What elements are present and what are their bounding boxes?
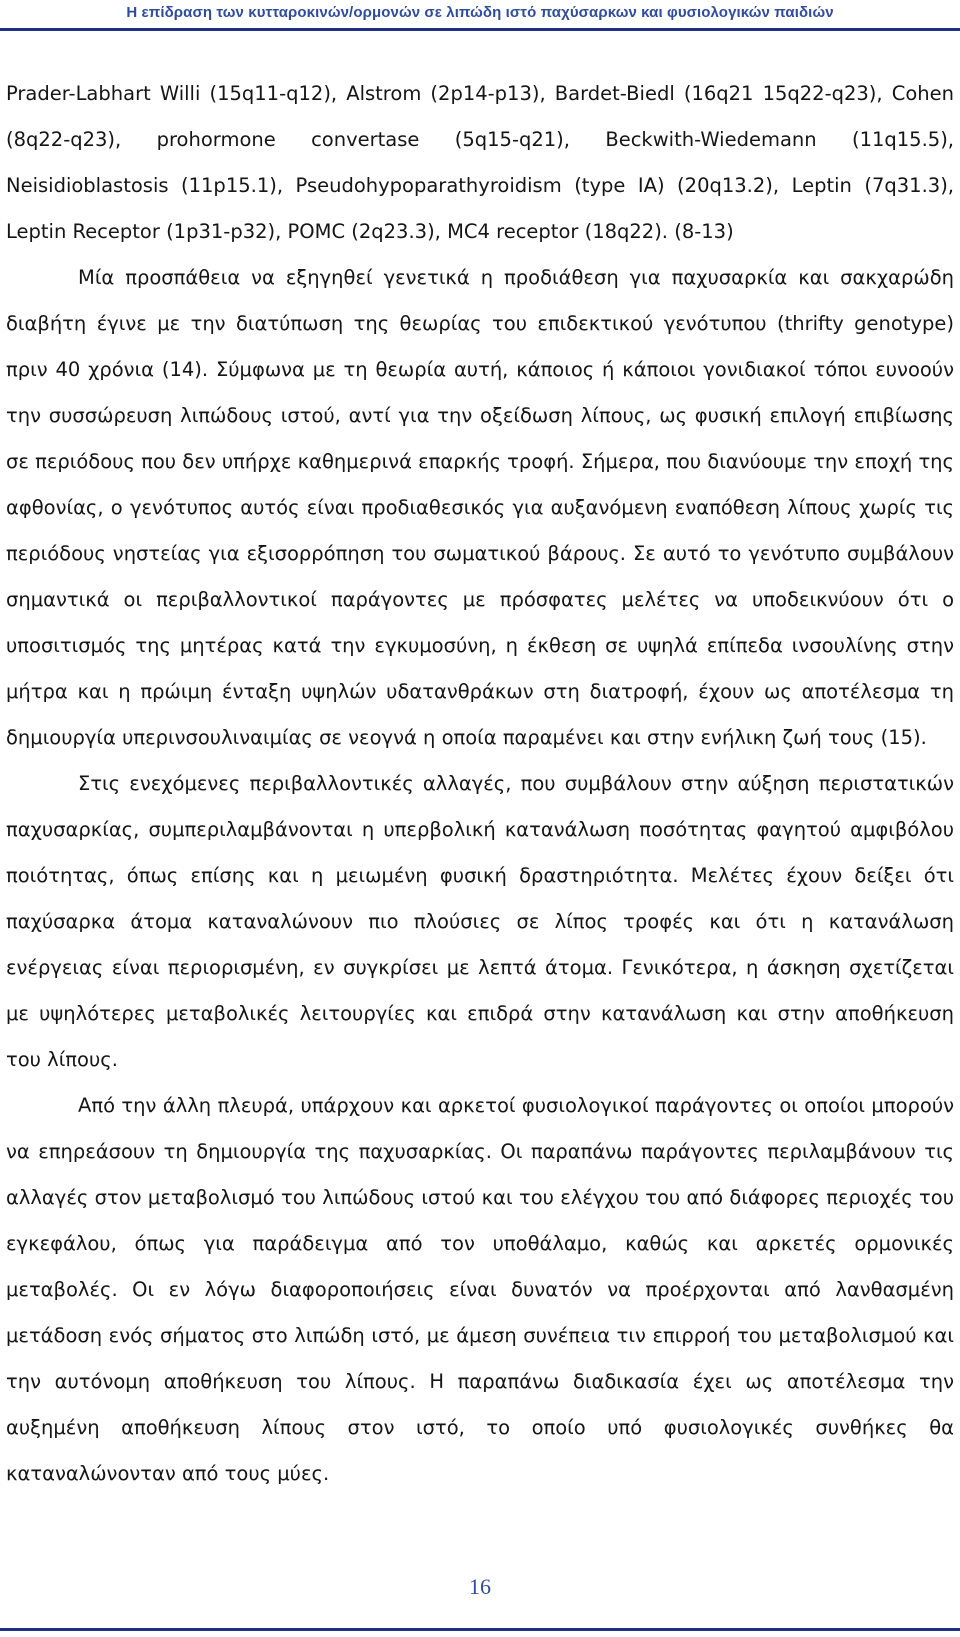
page-number: 16: [469, 1574, 491, 1599]
running-header: Η επίδραση των κυτταροκινών/ορμονών σε λιπώδη ιστό παχύσαρκων και φυσιολογικών παιδιών: [126, 4, 834, 21]
body-text: [6, 71, 954, 1497]
paragraph: Από την άλλη πλευρά, υπάρχουν και αρκετοί φυσιολογικοί παράγοντες οι οποίοι μπορούν να επηρεάσουν τη δημιουργία της παχυσαρκίας. Οι παραπάνω παράγοντες περιλαμβάνουν τις αλλαγές στον μεταβολισμό του λιπώδους ιστού και του ελέγχου του από διάφορες περιοχές του εγκεφάλου, όπως για παράδειγμα από τον υποθάλαμο, καθώς και αρκετές ορμονικές μεταβολές. Οι εν λόγω διαφοροποιήσεις είναι δυνατόν να προέρχονται από λανθασμένη μετάδοση ενός σήματος στο λιπώδη ιστό, με άμεση συνέπεια τιν επιρροή του μεταβολισμού και την αυτόνομη αποθήκευση του λίπους. Η παραπάνω διαδικασία έχει ως αποτέλεσμα την αυξημένη αποθήκευση λίπους στον ιστό, το οποίο υπό φυσιολογικές συνθήκες θα καταναλώνονταν από τους μύες.: [6, 1094, 954, 1485]
footer-divider: [0, 1628, 960, 1631]
paragraph: Prader-Labhart Willi (15q11-q12), Alstrom (2p14-p13), Bardet-Biedl (16q21 15q22-q23), Cohen (8q22-q23), prohormone convertase (5q15-q21), Beckwith-Wiedemann (11q15.5), Neisidioblastosis (11p15.1), Pseudohypoparathyroidism (type IA) (20q13.2), Leptin (7q31.3), Leptin Receptor (1p31-p32), POMC (2q23.3), MC4 receptor (18q22). (8-13): [6, 82, 954, 243]
paragraph: Στις ενεχόμενες περιβαλλοντικές αλλαγές, που συμβάλουν στην αύξηση περιστατικών παχυσαρκίας, συμπεριλαμβάνονται η υπερβολική κατανάλωση ποσότητας φαγητού αμφιβόλου ποιότητας, όπως επίσης και η μειωμένη φυσική δραστηριότητα. Μελέτες έχουν δείξει ότι παχύσαρκα άτομα καταναλώνουν πιο πλούσιες σε λίπος τροφές και ότι η κατανάλωση ενέργειας είναι περιορισμένη, εν συγκρίσει με λεπτά άτομα. Γενικότερα, η άσκηση σχετίζεται με υψηλότερες μεταβολικές λειτουργίες και επιδρά στην κατανάλωση και στην αποθήκευση του λίπους.: [6, 772, 954, 1071]
paragraph: Μία προσπάθεια να εξηγηθεί γενετικά η προδιάθεση για παχυσαρκία και σακχαρώδη διαβήτη έγινε με την διατύπωση της θεωρίας του επιδεκτικού γενότυπου (thrifty genotype) πριν 40 χρόνια (14). Σύμφωνα με τη θεωρία αυτή, κάποιος ή κάποιοι γονιδιακοί τόποι ευνοούν την συσσώρευση λιπώδους ιστού, αντί για την οξείδωση λίπους, ως φυσική επιλογή επιβίωσης σε περιόδους που δεν υπήρχε καθημερινά επαρκής τροφή. Σήμερα, που διανύουμε την εποχή της αφθονίας, ο γενότυπος αυτός είναι προδιαθεσικός για αυξανόμενη εναπόθεση λίπους χωρίς τις περιόδους νηστείας για εξισορρόπηση του σωματικού βάρους. Σε αυτό το γενότυπο συμβάλουν σημαντικά οι περιβαλλοντικοί παράγοντες με πρόσφατες μελέτες να υποδεικνύουν ότι ο υποσιτισμός της μητέρας κατά την εγκυμοσύνη, η έκθεση σε υψηλά επίπεδα ινσουλίνης στην μήτρα και η πρώιμη ένταξη υψηλών υδατανθράκων στη διατροφή, έχουν ως αποτέλεσμα τη δημιουργία υπερινσουλιναιμίας σε νεογνά η οποία παραμένει και στην ενήλικη ζωή τους (15).: [6, 266, 954, 749]
header-divider: [0, 28, 960, 31]
